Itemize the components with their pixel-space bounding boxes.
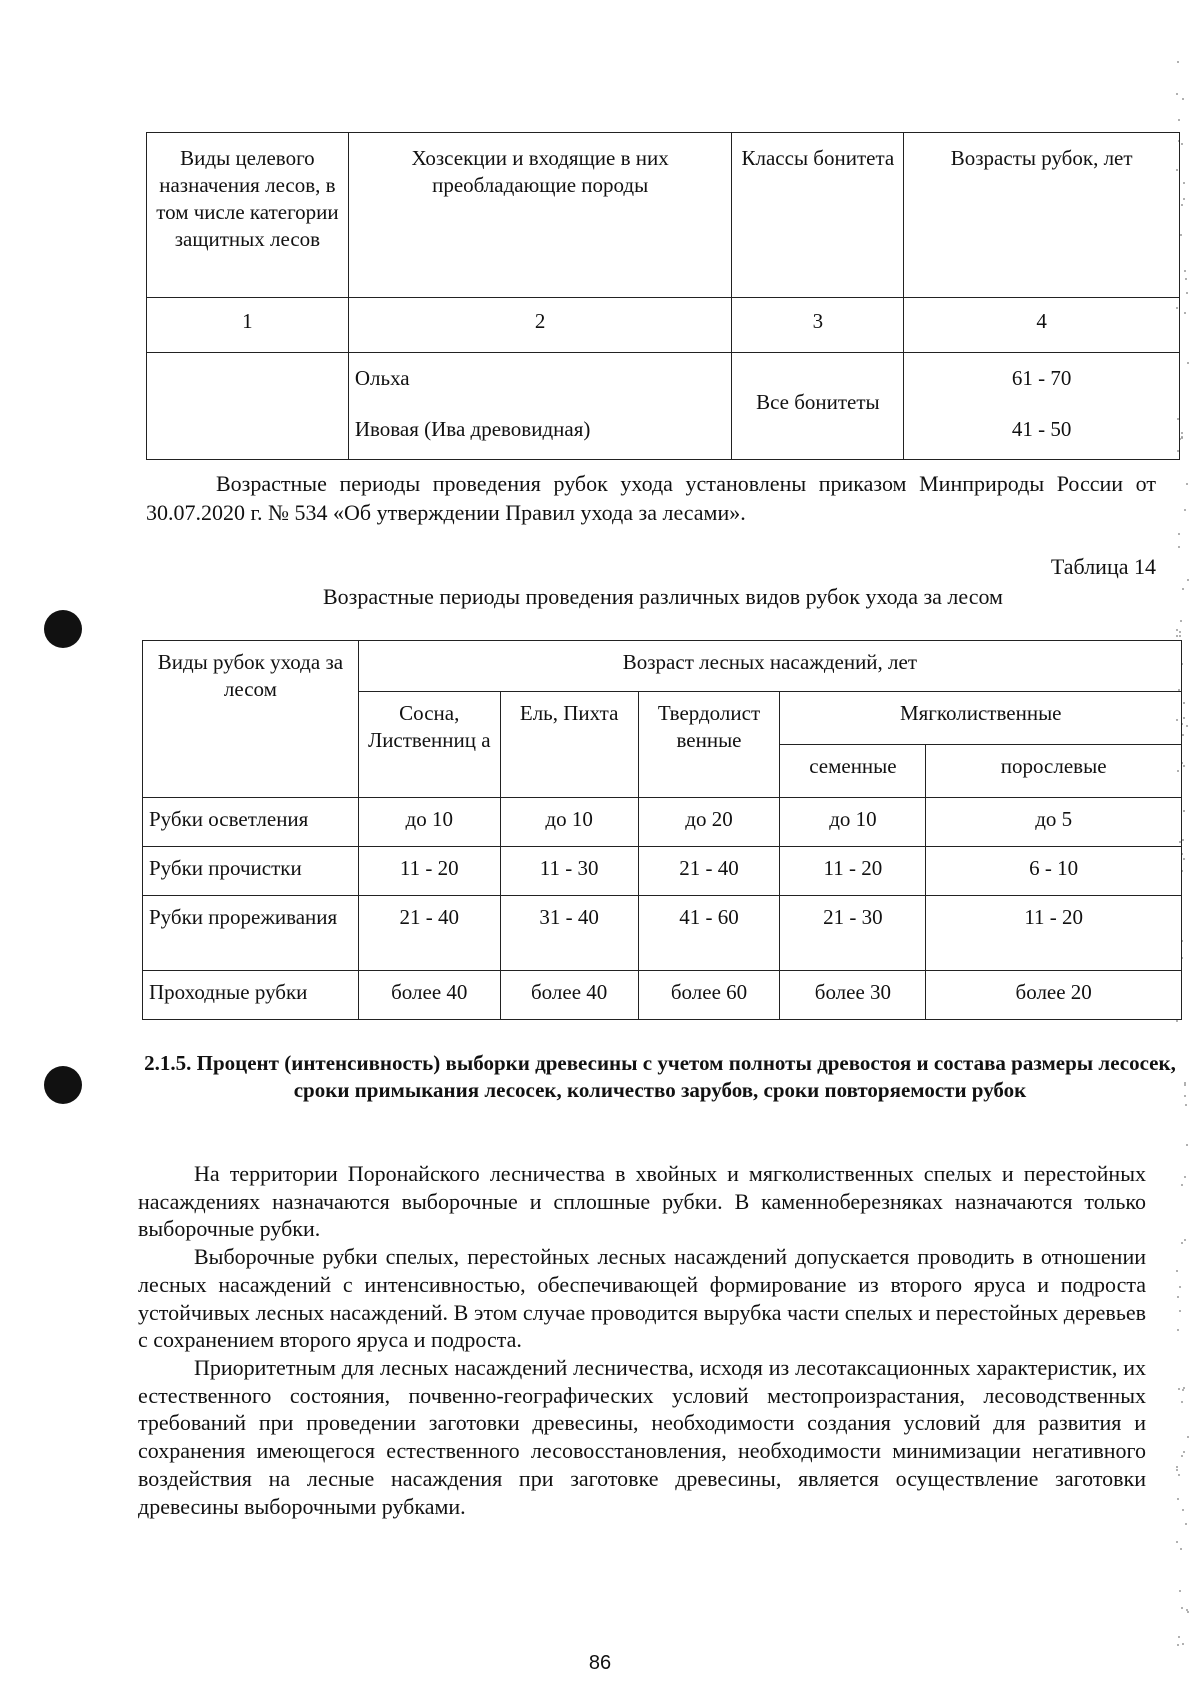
- scan-speck: [1178, 533, 1180, 535]
- scan-speck: [1176, 1541, 1178, 1543]
- age-value: 21 - 40: [638, 847, 780, 896]
- scan-speck: [1187, 1611, 1189, 1613]
- age-value: 31 - 40: [500, 896, 638, 971]
- scan-speck: [1176, 1469, 1178, 1471]
- age-value: 11 - 20: [926, 896, 1182, 971]
- site-class-cell: [732, 353, 904, 460]
- age-value: 21 - 40: [358, 896, 500, 971]
- scan-speck: [1178, 1388, 1180, 1390]
- table-label: Таблица 14: [1050, 554, 1156, 579]
- scan-speck: [1181, 1607, 1183, 1609]
- paragraph: Выборочные рубки спелых, перестойных лесных насаждений допускается проводить в отношении лесных насаждений с интенсивностью, обеспечивающей формирование из второго яруса и подроста устойчивых лесных насаждений. В этом случае проводится вырубка части спелых и перестойных деревьев с сохранением второго яруса и подроста.: [138, 1244, 1146, 1353]
- care-cutting-periods-table: [142, 640, 1182, 1020]
- age-value: более 60: [638, 971, 780, 1020]
- section-heading: 2.1.5. Процент (интенсивность) выборки древесины с учетом полноты древостоя и состава размеры лесосек, сроки примыкания лесосек, количество зарубов, сроки повторяемости рубок: [144, 1051, 1176, 1103]
- age-value: до 20: [638, 798, 780, 847]
- scan-speck: [1183, 702, 1185, 704]
- age-value: более 40: [500, 971, 638, 1020]
- scan-speck: [1179, 1286, 1181, 1288]
- header-spruce-fir: Ель, Пихта: [500, 692, 638, 798]
- header-economic-sections: Хозсекции и входящие в них преобладающие породы: [348, 133, 732, 298]
- scan-speck: [1179, 631, 1181, 633]
- table-caption: Возрастные периоды проведения различных видов рубок ухода за лесом: [323, 584, 1003, 609]
- scan-speck: [1186, 725, 1188, 727]
- scan-speck: [1177, 1644, 1179, 1646]
- scan-speck: [1187, 362, 1189, 364]
- scan-speck: [1177, 1498, 1179, 1500]
- scan-speck: [1182, 1389, 1184, 1391]
- cutting-age-cell: [904, 353, 1180, 460]
- age-value: до 10: [780, 798, 926, 847]
- scan-speck: [1184, 270, 1186, 272]
- cutting-type-name: Рубки прочистки: [143, 847, 359, 896]
- table-row: [143, 896, 1182, 971]
- cutting-type-name: Рубки осветления: [143, 798, 359, 847]
- age-value: 11 - 30: [500, 847, 638, 896]
- site-class-value: Все бонитеты: [756, 390, 880, 414]
- scan-speck: [1186, 1144, 1188, 1146]
- scan-speck: [1183, 182, 1185, 184]
- scan-speck: [1184, 1176, 1186, 1178]
- age-value: 21 - 30: [780, 896, 926, 971]
- age-value: более 40: [358, 971, 500, 1020]
- scan-speck: [1176, 93, 1178, 95]
- table-row: [143, 798, 1182, 847]
- scan-speck: [1182, 734, 1184, 736]
- page-number: 86: [588, 1652, 612, 1674]
- header-softwood: Мягколиственные: [780, 692, 1182, 745]
- header-forest-purpose: Виды целевого назначения лесов, в том числе категории защитных лесов: [147, 133, 349, 298]
- scan-speck: [1183, 717, 1185, 719]
- scan-speck: [1179, 635, 1181, 637]
- scan-speck: [1181, 143, 1183, 145]
- section-body: [138, 1160, 1146, 1520]
- scan-speck: [1184, 509, 1186, 511]
- scan-speck: [1184, 1084, 1186, 1086]
- scan-speck: [1177, 1296, 1179, 1298]
- scan-speck: [1183, 1387, 1185, 1389]
- species-name: Ивовая (Ива древовидная): [354, 416, 591, 441]
- scan-speck: [1184, 312, 1186, 314]
- scan-speck: [1182, 98, 1184, 100]
- scan-speck: [1185, 278, 1187, 280]
- scan-speck: [1177, 1329, 1179, 1331]
- paragraph: На территории Поронайского лесничества в хвойных и мягколиственных спелых и перестойных насаждениях назначаются выборочные и сплошные рубки. В каменноберезняках назначаются только выборочные рубки.: [138, 1161, 1146, 1242]
- scan-speck: [1178, 1474, 1180, 1476]
- scan-speck: [1187, 1436, 1189, 1438]
- table-row: [143, 971, 1182, 1020]
- scan-speck: [1187, 579, 1189, 581]
- scan-speck: [1183, 1451, 1185, 1453]
- header-stand-age: Возраст лесных насаждений, лет: [358, 641, 1181, 692]
- scan-speck: [1183, 810, 1185, 812]
- scan-speck: [1176, 1020, 1178, 1022]
- age-value: 41 - 60: [638, 896, 780, 971]
- column-number: 1: [147, 298, 349, 353]
- scan-speck: [1186, 292, 1188, 294]
- punch-hole: [44, 1066, 82, 1104]
- cutting-type-name: Проходные рубки: [143, 971, 359, 1020]
- scan-speck: [1183, 198, 1185, 200]
- table-row: [147, 353, 1180, 460]
- scan-speck: [1181, 432, 1183, 434]
- cutting-ages-table: [146, 132, 1180, 460]
- age-value: до 10: [358, 798, 500, 847]
- regulation-note: Возрастные периоды проведения рубок ухода установлены приказом Минприроды России от 30.07.2020 г. № 534 «Об утверждении Правил ухода за лесами».: [146, 471, 1156, 525]
- scan-speck: [1181, 437, 1183, 439]
- scan-speck: [1186, 483, 1188, 485]
- scan-speck: [1181, 1401, 1183, 1403]
- age-value: более 30: [780, 971, 926, 1020]
- scan-speck: [1180, 234, 1182, 236]
- scan-speck: [1182, 1643, 1184, 1645]
- age-value: до 5: [926, 798, 1182, 847]
- scan-speck: [1185, 1104, 1187, 1106]
- scan-speck: [1176, 1466, 1178, 1468]
- header-coppice-origin: порослевые: [926, 745, 1182, 798]
- scan-speck: [1179, 1590, 1181, 1592]
- scan-speck: [1176, 635, 1178, 637]
- cutting-age-value: 41 - 50: [1011, 416, 1072, 441]
- age-value: 6 - 10: [926, 847, 1182, 896]
- scan-speck: [1180, 1548, 1182, 1550]
- header-site-class: Классы бонитета: [732, 133, 904, 298]
- age-value: 11 - 20: [358, 847, 500, 896]
- header-seed-origin: семенные: [780, 745, 926, 798]
- age-value: 11 - 20: [780, 847, 926, 896]
- cutting-age-value: 61 - 70: [1011, 366, 1072, 390]
- species-name: Ольха: [354, 366, 410, 390]
- scan-speck: [1176, 629, 1178, 631]
- age-value: более 20: [926, 971, 1182, 1020]
- scan-speck: [1184, 1095, 1186, 1097]
- scan-speck: [1184, 1239, 1186, 1241]
- scan-speck: [1181, 1242, 1183, 1244]
- scan-speck: [1181, 204, 1183, 206]
- scan-speck: [1179, 1310, 1181, 1312]
- cutting-type-name: Рубки прореживания: [143, 896, 359, 971]
- paragraph: Приоритетным для лесных насаждений лесничества, исходя из лесотаксационных характеристик, их естественного состояния, почвенно-географических условий местопроизрастания, лесоводственных требований при проведении заготовки древесины, необходимости создания условий для развития и сохранения имеющегося естественного лесовосстановления, необходимости минимизации негативного воздействия на лесные насаждения при заготовке древесины, является осуществление заготовки древесины выборочными рубками.: [138, 1355, 1146, 1519]
- species-cell: [348, 353, 732, 460]
- scan-speck: [1181, 1184, 1183, 1186]
- scan-speck: [1184, 1082, 1186, 1084]
- scan-speck: [1183, 765, 1185, 767]
- header-pine-larch: Сосна, Лиственниц а: [358, 692, 500, 798]
- scan-speck: [1182, 839, 1184, 841]
- table-row: [143, 847, 1182, 896]
- header-cutting-type: Виды рубок ухода за лесом: [143, 641, 359, 798]
- scan-speck: [1182, 588, 1184, 590]
- header-cutting-ages: Возрасты рубок, лет: [904, 133, 1180, 298]
- age-value: до 10: [500, 798, 638, 847]
- scan-speck: [1178, 119, 1180, 121]
- punch-hole: [44, 610, 82, 648]
- column-number: 2: [348, 298, 732, 353]
- scan-speck: [1180, 620, 1182, 622]
- scan-speck: [1177, 61, 1179, 63]
- scan-speck: [1183, 858, 1185, 860]
- column-number: 4: [904, 298, 1180, 353]
- scan-speck: [1181, 1455, 1183, 1457]
- scan-speck: [1178, 546, 1180, 548]
- scan-speck: [1178, 1636, 1180, 1638]
- forest-purpose-cell: [147, 353, 349, 460]
- header-hardwood: Твердолист венные: [638, 692, 780, 798]
- column-number: 3: [732, 298, 904, 353]
- scan-speck: [1185, 1523, 1187, 1525]
- scan-speck: [1186, 1609, 1188, 1611]
- scan-speck: [1176, 1270, 1178, 1272]
- scan-speck: [1182, 1509, 1184, 1511]
